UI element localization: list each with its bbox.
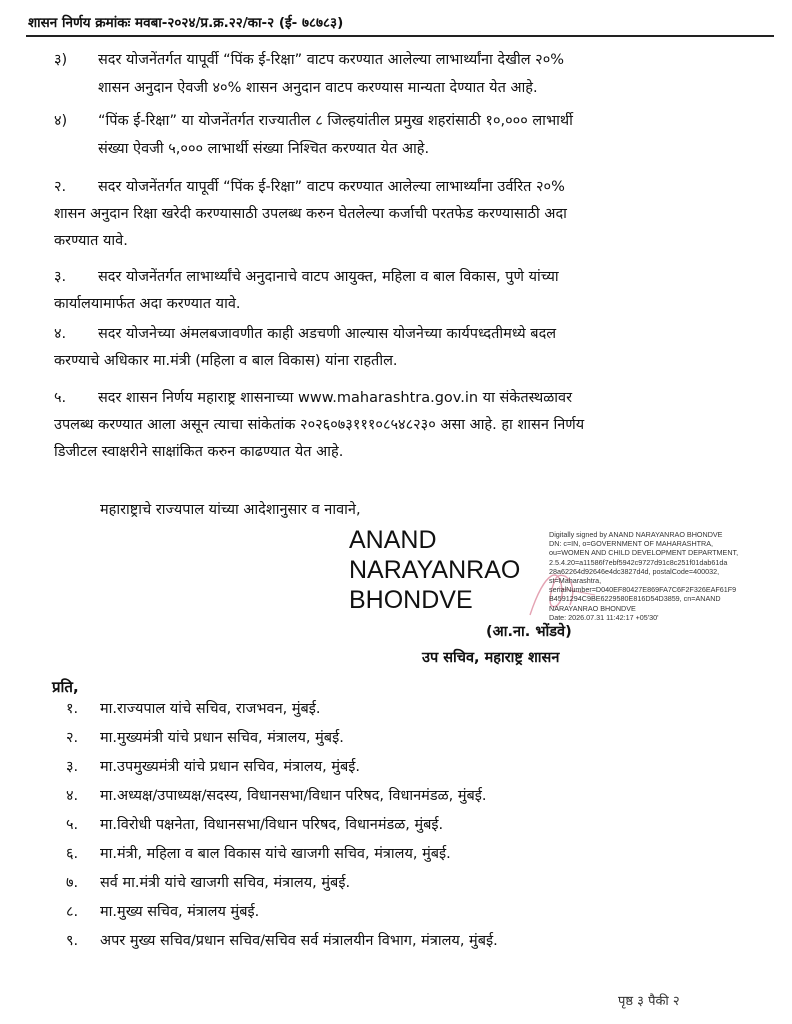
subpoint-line: संख्या ऐवजी ५,००० लाभार्थी संख्या निश्चित करण्यात येत आहे. [98, 141, 430, 157]
digital-signature-details [549, 530, 749, 622]
subpoint-number: ३) [54, 52, 68, 68]
recipient-item [66, 902, 259, 922]
paragraph-5 [54, 385, 664, 466]
signer-short-name: (आ.ना. भोंडवे) [486, 624, 572, 640]
digital-signature-line: serialNumber=D040EF80427E869FA7C6F2F326EAF61F9 [549, 585, 737, 595]
recipient-number: ४. [66, 788, 79, 804]
paragraph-2 [54, 174, 664, 255]
paragraph-line: कार्यालयामार्फत अदा करण्यात यावे. [54, 296, 241, 312]
recipient-number: ७. [66, 875, 79, 891]
paragraph-line: उपलब्ध करण्यात आला असून त्याचा सांकेतांक २०२६०७३१११०८५४८२३० असा आहे. हा शासन निर्णय [54, 417, 585, 433]
subpoint-line: शासन अनुदान ऐवजी ४०% शासन अनुदान वाटप करण्यास मान्यता देण्यात येत आहे. [98, 80, 538, 96]
signer-name-line: BHONDVE [349, 586, 473, 614]
paragraph-number: ५. [54, 390, 67, 406]
recipient-text: सर्व मा.मंत्री यांचे खाजगी सचिव, मंत्रालय, मुंबई. [100, 875, 351, 891]
recipient-text: मा.उपमुख्यमंत्री यांचे प्रधान सचिव, मंत्रालय, मुंबई. [100, 759, 360, 775]
signer-name [349, 525, 520, 615]
signer-name-line: NARAYANRAO [349, 556, 521, 584]
recipient-text: मा.मुख्यमंत्री यांचे प्रधान सचिव, मंत्रालय, मुंबई. [100, 730, 344, 746]
digital-signature-line: 28a62264d92646e4dc3827d4d, postalCode=400032, [549, 566, 720, 576]
paragraph-3 [54, 264, 664, 318]
recipient-text: मा.अध्यक्ष/उपाध्यक्ष/सदस्य, विधानसभा/विधान परिषद, विधानमंडळ, मुंबई. [100, 788, 487, 804]
recipient-item [66, 786, 487, 806]
paragraph-line: करण्यात यावे. [54, 233, 128, 249]
recipients-heading: प्रति, [52, 678, 79, 696]
digital-signature-line: DN: c=IN, o=GOVERNMENT OF MAHARASHTRA, [549, 539, 714, 549]
page-number: पृष्ठ ३ पैकी २ [618, 994, 680, 1009]
paragraph-line: शासन अनुदान रिक्षा खरेदी करण्यासाठी उपलब्ध करुन घेतलेल्या कर्जाची परतफेड करण्यासाठी अदा [54, 206, 567, 222]
recipient-number: ८. [66, 904, 79, 920]
recipient-item [66, 815, 443, 835]
recipient-item [66, 873, 350, 893]
recipient-item [66, 931, 498, 951]
digital-signature-line: Digitally signed by ANAND NARAYANRAO BHONDVE [549, 530, 723, 539]
digital-signature-line: ou=WOMEN AND CHILD DEVELOPMENT DEPARTMENT, [549, 548, 739, 558]
recipient-item [66, 757, 360, 777]
recipient-text: मा.मंत्री, महिला व बाल विकास यांचे खाजगी सचिव, मंत्रालय, मुंबई. [100, 846, 451, 862]
digital-signature-line: st=Maharashtra, [549, 576, 602, 586]
recipient-number: ९. [66, 933, 79, 949]
paragraph-line: सदर शासन निर्णय महाराष्ट्र शासनाच्या www.maharashtra.gov.in या संकेतस्थळावर [98, 390, 573, 406]
signer-designation: उप सचिव, महाराष्ट्र शासन [422, 650, 560, 666]
digital-signature-line: B4591294C9BE6229580E816D54D3859, cn=ANAND [549, 594, 721, 604]
paragraph-line: सदर योजनेच्या अंमलबजावणीत काही अडचणी आल्यास योजनेच्या कार्यपध्दतीमध्ये बदल [98, 326, 557, 342]
recipient-text: मा.राज्यपाल यांचे सचिव, राजभवन, मुंबई. [100, 701, 321, 717]
subpoint-3 [54, 46, 565, 102]
recipient-number: ३. [66, 759, 79, 775]
paragraph-number: ३. [54, 269, 67, 285]
paragraph-line: करण्याचे अधिकार मा.मंत्री (महिला व बाल विकास) यांना राहतील. [54, 353, 398, 369]
recipient-text: मा.मुख्य सचिव, मंत्रालय मुंबई. [100, 904, 260, 920]
paragraph-4 [54, 321, 664, 375]
subpoint-line: सदर योजनेंतर्गत यापूर्वी “पिंक ई-रिक्षा” वाटप करण्यात आलेल्या लाभार्थ्यांना देखील २०% [98, 52, 565, 68]
paragraph-line: डिजीटल स्वाक्षरीने साक्षांकित करुन काढण्यात येत आहे. [54, 444, 344, 460]
paragraph-line: सदर योजनेंतर्गत लाभार्थ्यांचे अनुदानाचे वाटप आयुक्त, महिला व बाल विकास, पुणे यांच्या [98, 269, 559, 285]
recipient-number: १. [66, 701, 79, 717]
recipient-number: ६. [66, 846, 79, 862]
signer-name-line: ANAND [349, 526, 437, 554]
recipient-number: ५. [66, 817, 79, 833]
document-header: शासन निर्णय क्रमांकः मवबा-२०२४/प्र.क्र.२२/का-२ (ई- ७८७८३) [28, 15, 344, 31]
recipient-item [66, 728, 344, 748]
paragraph-number: २. [54, 179, 67, 195]
recipient-item [66, 844, 451, 864]
digital-signature-line: NARAYANRAO BHONDVE [549, 603, 636, 613]
subpoint-number: ४) [54, 113, 68, 129]
paragraph-line: सदर योजनेंतर्गत यापूर्वी “पिंक ई-रिक्षा” वाटप करण्यात आलेल्या लाभार्थ्यांना उर्वरित २०% [98, 179, 565, 195]
recipient-text: मा.विरोधी पक्षनेता, विधानसभा/विधान परिषद, विधानमंडळ, मुंबई. [100, 817, 444, 833]
digital-signature-line: Date: 2026.07.31 11:42:17 +05'30' [549, 612, 659, 622]
paragraph-number: ४. [54, 326, 67, 342]
recipient-number: २. [66, 730, 79, 746]
digital-signature-line: 2.5.4.20=a11586f7ebf5942c9727d91c8c251f01dab61da [549, 557, 728, 567]
recipient-item [66, 699, 321, 719]
recipient-text: अपर मुख्य सचिव/प्रधान सचिव/सचिव सर्व मंत्रालयीन विभाग, मंत्रालय, मुंबई. [100, 933, 498, 949]
subpoint-4 [54, 107, 573, 163]
header-divider [26, 35, 774, 37]
order-authority-line: महाराष्ट्राचे राज्यपाल यांच्या आदेशानुसार व नावाने, [100, 502, 361, 518]
subpoint-line: “पिंक ई-रिक्षा” या योजनेंतर्गत राज्यातील ८ जिल्हयांतील प्रमुख शहरांसाठी १०,००० लाभार्थी [98, 113, 573, 129]
